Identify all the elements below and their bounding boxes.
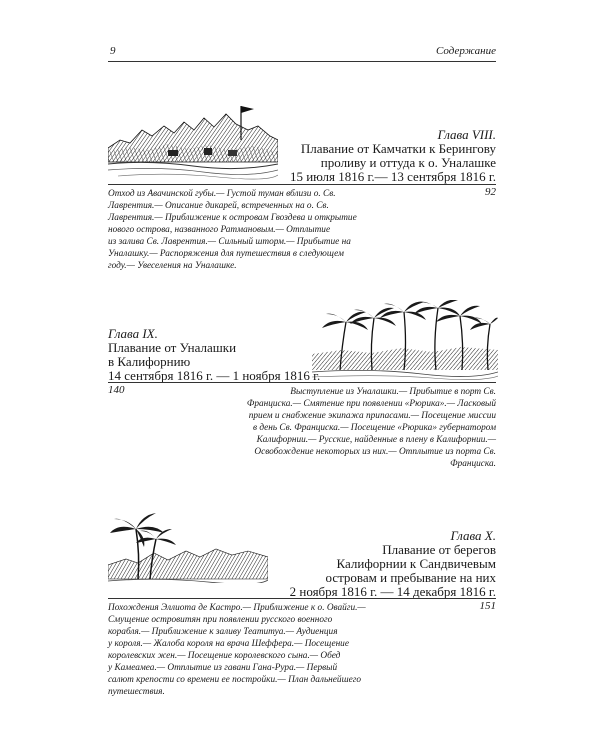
engraving-kamchatka-mountains <box>108 100 278 180</box>
summary-line: Франциска. <box>450 459 496 469</box>
header-section-title: Содержание <box>435 45 496 57</box>
header-page-number: 9 <box>110 45 116 57</box>
chapter-10-page-number: 151 <box>479 600 496 612</box>
chapter-8-title-line: Плавание от Камчатки к Берингову <box>300 141 496 156</box>
chapter-10-label: Глава X. <box>450 528 496 543</box>
chapter-9-heading <box>108 327 320 383</box>
summary-line: у короля.— Жалоба короля на врача Шеффера.— Посещение <box>108 639 349 649</box>
summary-line: салют крепости со времени ее постройки.— План дальнейшего <box>108 675 361 685</box>
chapter-9-title-line: в Калифорнию <box>108 354 191 369</box>
chapter-8-title-line: проливу и оттуда к о. Уналашке <box>320 155 496 170</box>
summary-line: Калифорнии.— Русские, найденные в плену в Калифорнии.— <box>256 435 496 445</box>
engraving-san-francisco-palms <box>312 300 498 380</box>
header-rule <box>108 61 496 62</box>
summary-line: в день Св. Франциска.— Посещение «Рюрика» губернатором <box>252 423 496 433</box>
summary-line: корабля.— Приближение к заливу Театитуа.— Аудиенция <box>108 627 338 637</box>
summary-line: Выступление из Уналашки.— Прибытие в порт Св. <box>290 387 496 397</box>
summary-line: Похождения Эллиота де Кастро.— Приближение к о. Овайги.— <box>108 603 366 613</box>
chapter-8-label: Глава VIII. <box>437 127 496 142</box>
summary-line: прием и снабжение экипажа припасами.— Посещение миссии <box>248 411 496 421</box>
chapter-9-title-line: Плавание от Уналашки <box>108 340 237 355</box>
chapter-9-rule <box>108 382 496 383</box>
chapter-8-dates: 15 июля 1816 г.— 13 сентября 1816 г. <box>289 169 496 184</box>
chapter-10-summary <box>108 602 378 698</box>
summary-line: Смущение островитян при появлении русского военного <box>108 615 333 625</box>
chapter-8-summary <box>108 188 368 272</box>
summary-line: Лаврентия.— Описание дикарей, встреченных на о. Св. <box>108 201 329 211</box>
summary-line: нового острова, названного Ратмановым.— Отплытие <box>108 225 331 235</box>
chapter-10-title-line: Плавание от берегов <box>382 542 496 557</box>
summary-line: путешествия. <box>108 687 165 697</box>
summary-line: Уналашку.— Распоряжения для путешествия в следующем <box>108 249 344 259</box>
chapter-9-dates: 14 сентября 1816 г. — 1 ноября 1816 г. <box>108 368 321 383</box>
engraving-hawaii-palms <box>108 505 268 583</box>
chapter-8-rule <box>108 184 496 185</box>
chapter-10-dates: 2 ноября 1816 г. — 14 декабря 1816 г. <box>289 584 496 599</box>
chapter-9-label: Глава IX. <box>108 326 158 341</box>
chapter-9-summary <box>226 386 496 470</box>
summary-line: Освобождение некоторых из них.— Отплытие из порта Св. <box>254 447 496 457</box>
summary-line: Франциска.— Смятение при появлении «Рюрика».— Ласковый <box>246 399 496 409</box>
chapter-10-title-line: островам и пребывание на них <box>325 570 496 585</box>
chapter-10-title-line: Калифорнии к Сандвичевым <box>336 556 496 571</box>
summary-line: у Камеамеа.— Отплытие из гавани Гана-Рура.— Первый <box>108 663 338 673</box>
summary-line: году.— Увеселения на Уналашке. <box>108 261 237 271</box>
chapter-8-heading <box>290 128 496 184</box>
chapter-8-page-number: 92 <box>485 186 496 198</box>
summary-line: Отход из Авачинской губы.— Густой туман вблизи о. Св. <box>108 189 336 199</box>
summary-line: из залива Св. Лаврентия.— Сильный шторм.— Прибытие на <box>108 237 351 247</box>
chapter-9-page-number: 140 <box>108 384 125 396</box>
summary-line: королевских жен.— Посещение королевского сына.— Обед <box>108 651 341 661</box>
summary-line: Лаврентия.— Приближение к островам Гвоздева и открытие <box>108 213 357 223</box>
chapter-10-heading <box>290 529 496 599</box>
chapter-10-rule <box>108 598 496 599</box>
